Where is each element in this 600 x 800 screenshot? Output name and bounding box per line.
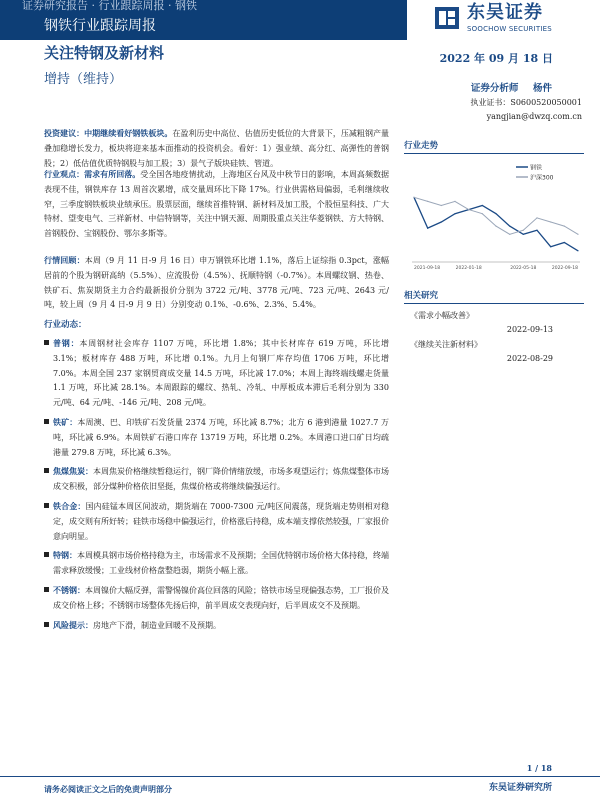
bullet-square-icon [44, 622, 49, 627]
data-point [482, 213, 483, 214]
market-review-label: 行情回顾： [44, 255, 85, 265]
analyst-email[interactable]: yangjian@dwzq.com.cn [486, 112, 582, 121]
footer-divider [0, 776, 600, 777]
data-point [468, 209, 469, 210]
list-item [44, 583, 389, 614]
data-point [509, 226, 510, 227]
bullet-text: 本周澳、巴、印铁矿石发货量 2374 万吨，环比减 8.7%；北方 6 港到港量 1027.7 万吨，环比减 6.9%。本周铁矿石港口库存 13719 万吨，环比增 0.2%。本周港口进口矿日均疏港量 279.8 万吨，环比减 6.3%。 [53, 417, 389, 457]
bullet-square-icon [44, 340, 49, 345]
bullet-label: 焦煤焦炭： [53, 466, 93, 477]
bullet-square-icon [44, 587, 49, 592]
bullet-text: 国内硅锰本周区间波动，期货端在 7000-7300 元/吨区间震荡，现货端走势则相对稳定，成交则有所好转；硅铁市场稳中偏强运行，价格涨后持稳，成本端支撑依然较强，厂家报价意向明显。 [53, 501, 390, 541]
bullet-square-icon [44, 419, 49, 424]
x-tick-label: 2022-05-18 [510, 266, 537, 271]
market-review-text: 本周（9 月 11 日-9 月 16 日）申万钢铁环比增 1.1%，落后上证综指 0.3pct，涨幅居前的个股为钢研高纳（5.5%）、应流股份（4.5%）、抚顺特钢（-0.7%）。本周螺纹钢、热卷、铁矿石、焦炭期货主力合约最新报价分别为 3722 元/吨、3778 元/吨、723 元/吨、2643 元/吨，较上周（9 月 4 日-9 月 9 日）分别变动 0.1%、-0.6%、2.3%、5.4%。 [44, 256, 390, 310]
investment-advice-text: 在盈利历史中高位、估值历史低位的大背景下，压减粗钢产量叠加稳增长发力，板块将迎来基本面推动的投资机会。看好：1）强业绩、高分红、高弹性的普钢股；2）低估值优质特钢股与加工股；3）景气子版块硅铁、管道。 [44, 129, 390, 168]
footer-brand: 东吴证券研究所 [488, 783, 552, 793]
bullet-label: 不锈钢： [53, 584, 85, 595]
data-point [577, 234, 578, 235]
page-number: 1 / 18 [526, 763, 552, 773]
analyst [471, 83, 552, 95]
list-item [44, 336, 389, 411]
bullet-text: 本周焦炭价格继续暂稳运行，钢厂降价情绪放缓，市场多观望运行；炼焦煤整体市场成交积极，部分煤种价格依旧坚挺，焦煤价格或将继续偏强运行。 [53, 467, 389, 492]
data-point [523, 230, 524, 231]
analyst-cert: 执业证书：S0600520050001 [470, 98, 582, 107]
data-point [495, 213, 496, 214]
company-logo [407, 0, 600, 40]
list-item [44, 415, 389, 460]
data-point [523, 234, 524, 235]
data-point [564, 226, 565, 227]
industry-view-text: 受全国各地疫情扰动，上海地区台风及中秋节日的影响，本周高频数据表现不佳，钢铁库存 13 周首次累增，成交量周环比下降 17%。行业供需格局偏弱，毛利继续收窄，三季度钢铁板块业绩承压。股票层面，继续首推特钢、新材料及加工股，个股恒星科技、广大特材、望变电气、三祥新材、中信特钢等，关注中钢天源、周期股重点关注华菱钢铁、方大特钢、首钢股份、宝钢股份、鄂尔多斯等。 [44, 170, 390, 239]
data-point [454, 201, 455, 202]
bullet-label: 风险提示： [53, 619, 93, 630]
related-report-date: 2022-08-29 [506, 354, 553, 363]
related-report-title[interactable]: 《继续关注新材料》 [410, 340, 482, 349]
list-item [44, 548, 389, 579]
investment-advice [44, 126, 389, 171]
x-tick-label: 2022-09-18 [551, 266, 578, 271]
industry-view-label: 行业观点： [44, 169, 85, 179]
data-point [441, 221, 442, 222]
breadcrumb: 证券研究报告 · 行业跟踪周报 · 钢铁 [22, 0, 197, 11]
investment-advice-label: 投资建议： [44, 128, 85, 138]
industry-view-highlight: 需求有所回落。 [84, 169, 141, 179]
list-item [44, 464, 389, 495]
bullet-label: 铁矿： [53, 416, 78, 427]
list-item [44, 618, 389, 634]
data-point [427, 228, 428, 229]
analyst-name: 杨件 [532, 83, 552, 94]
data-point [495, 226, 496, 227]
bullet-square-icon [44, 552, 49, 557]
related-report-date: 2022-09-13 [506, 325, 553, 334]
series-line-index [414, 197, 578, 234]
data-point [577, 250, 578, 251]
legend-label-steel: 钢铁 [530, 164, 543, 172]
bullet-text: 本周钢材社会库存 1107 万吨，环比增 1.8%；其中长材库存 619 万吨，环比增 3.1%；板材库存 488 万吨，环比增 0.1%。九月上旬钢厂库存均值 1706 万吨，环比增 7.0%。本周全国 237 家钢贸商成交量 14.5 万吨，环比减 17.0%；本周上海终端线螺走货量 1.1 万吨，环比减 28.1%。本周跟踪的螺纹、热轧、冷轧、中厚板成本滞后毛利分别为 330 元/吨、64 元/吨、-146 元/吨、208 元/吨。 [53, 339, 390, 408]
data-point [550, 221, 551, 222]
data-point [509, 234, 510, 235]
report-title: 关注特钢及新材料 [44, 44, 165, 62]
data-point [536, 217, 537, 218]
data-point [413, 197, 414, 198]
bullet-text: 房地产下滑，制造业回暖不及预期。 [93, 620, 221, 630]
x-tick-label: 2021-09-18 [414, 266, 441, 271]
series-line-steel [414, 197, 578, 251]
data-point [564, 242, 565, 243]
investment-advice-highlight: 中期继续看好钢铁板块。 [84, 128, 173, 138]
bullet-square-icon [44, 468, 49, 473]
data-point [536, 230, 537, 231]
list-item [44, 499, 389, 544]
report-type: 钢铁行业跟踪周报 [44, 18, 156, 34]
data-point [482, 205, 483, 206]
analyst-label: 证券分析师 [470, 83, 519, 94]
industry-trend-chart [404, 159, 584, 274]
report-date: 2022 年 09 月 18 日 [439, 52, 553, 65]
data-point [550, 246, 551, 247]
bullet-square-icon [44, 503, 49, 508]
data-point [454, 213, 455, 214]
data-point [427, 201, 428, 202]
bullet-label: 特钢： [53, 550, 77, 561]
divider [404, 303, 584, 304]
logo-english-text: SOOCHOW SECURITIES [467, 25, 552, 33]
industry-bullets [44, 336, 389, 637]
trend-title: 行业走势 [404, 141, 439, 151]
logo-text: 东吴证券 [467, 2, 543, 23]
disclaimer: 请务必阅读正文之后的免责声明部分 [44, 785, 172, 794]
rating: 增持（维持） [44, 72, 123, 87]
related-title: 相关研究 [404, 291, 439, 301]
bullet-text: 本周镍价大幅反弹，需警惕镍价高位回落的风险；铬铁市场呈现偏强态势，工厂报价及成交价格上移；不锈钢市场整体先扬后抑，前半周成交表现向好，后半周成交不及预期。 [53, 585, 389, 610]
divider [404, 153, 584, 154]
industry-dynamics-title: 行业动态： [44, 320, 87, 330]
bullet-text: 本周模具钢市场价格持稳为主，市场需求不及预期；全国优特钢市场价格大体持稳，终端需求释放缓慢；工业线材价格盘整趋弱，期货小幅上涨。 [53, 551, 389, 576]
logo-mark-icon [433, 5, 461, 31]
bullet-label: 铁合金： [53, 500, 86, 511]
x-tick-label: 2022-01-18 [455, 266, 482, 271]
data-point [441, 205, 442, 206]
bullet-label: 普钢： [53, 338, 80, 348]
market-review [44, 253, 389, 313]
related-report-title[interactable]: 《需求小幅改善》 [410, 311, 474, 320]
legend-label-index: 沪深300 [530, 174, 554, 182]
industry-view [44, 167, 389, 242]
